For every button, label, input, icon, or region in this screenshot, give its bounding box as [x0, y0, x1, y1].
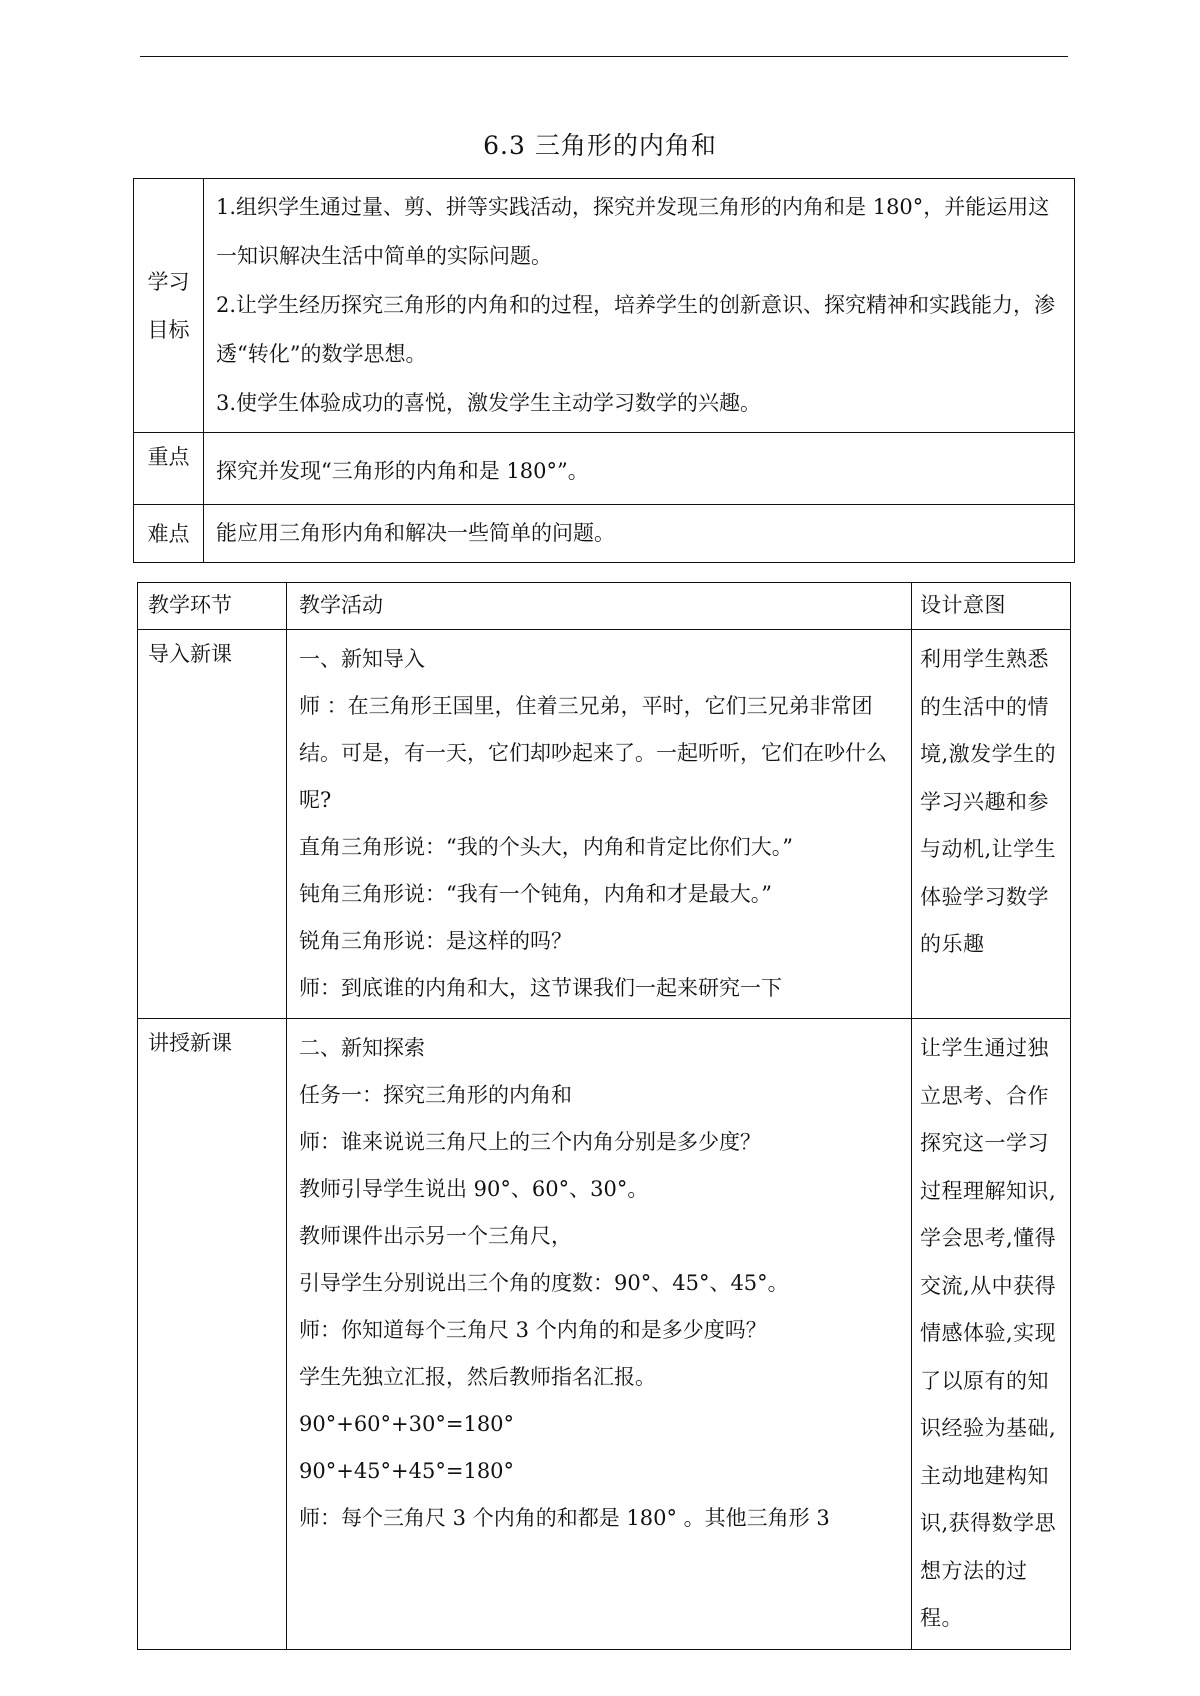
goal-item: 2.让学生经历探究三角形的内角和的过程，培养学生的创新意识、探究精神和实践能力，渗透“转化”的数学思想。	[216, 293, 1056, 366]
activities-cell	[287, 1019, 912, 1650]
header-rule	[140, 56, 1068, 57]
goals-row	[134, 179, 1075, 433]
lesson-row-intro	[138, 630, 1071, 1019]
page-title: 6.3 三角形的内角和	[483, 131, 717, 160]
difficulty-label: 难点	[134, 505, 204, 563]
formula-line: 90°+60°+30°=180°	[299, 1412, 515, 1436]
key-row	[134, 433, 1075, 505]
activity-line: 师：谁来说说三角尺上的三个内角分别是多少度？	[299, 1130, 761, 1154]
lesson-table	[137, 582, 1071, 1650]
activity-line: 师：每个三角尺 3 个内角的和都是 180° 。其他三角形 3	[299, 1506, 830, 1530]
key-point-text: 探究并发现“三角形的内角和是 180°”。	[216, 459, 589, 483]
intent-cell: 利用学生熟悉的生活中的情境,激发学生的学习兴趣和参与动机,让学生体验学习数学的乐趣	[912, 630, 1071, 1019]
activity-line: 教师引导学生说出 90°、60°、30°。	[299, 1177, 649, 1201]
activity-line: 二、新知探索	[299, 1036, 425, 1060]
difficulty-content	[204, 505, 1075, 563]
header-stage: 教学环节	[138, 583, 287, 630]
objectives-table	[133, 178, 1075, 563]
stage-cell: 讲授新课	[138, 1019, 287, 1650]
activity-line: 学生先独立汇报，然后教师指名汇报。	[299, 1365, 656, 1389]
activity-line: 钝角三角形说：“我有一个钝角，内角和才是最大。”	[299, 882, 772, 906]
formula-line: 90°+45°+45°=180°	[299, 1459, 515, 1483]
lesson-row-teaching	[138, 1019, 1071, 1650]
goals-label	[134, 179, 204, 433]
intent-cell: 让学生通过独立思考、合作探究这一学习过程理解知识,学会思考,懂得交流,从中获得情感体验,实现了以原有的知识经验为基础,主动地建构知识,获得数学思想方法的过程。	[912, 1019, 1071, 1650]
goal-item: 1.组织学生通过量、剪、拼等实践活动，探究并发现三角形的内角和是 180°，并能运用这一知识解决生活中简单的实际问题。	[216, 195, 1050, 268]
activity-line: 教师课件出示另一个三角尺，	[299, 1224, 572, 1248]
stage-cell: 导入新课	[138, 630, 287, 1019]
activity-line: 师 ：在三角形王国里，住着三兄弟，平时，它们三兄弟非常团结。可是，有一天，它们却吵起来了。一起听听，它们在吵什么呢?	[299, 694, 887, 812]
activities-cell	[287, 630, 912, 1019]
difficulty-row	[134, 505, 1075, 563]
activity-line: 师：到底谁的内角和大，这节课我们一起来研究一下	[299, 976, 782, 1000]
activity-line: 直角三角形说：“我的个头大，内角和肯定比你们大。”	[299, 835, 793, 859]
activity-line: 锐角三角形说：是这样的吗？	[299, 929, 572, 953]
key-label: 重点	[134, 433, 204, 505]
lesson-header-row	[138, 583, 1071, 630]
goals-content	[204, 179, 1075, 433]
header-intent: 设计意图	[912, 583, 1071, 630]
goal-item: 3.使学生体验成功的喜悦，激发学生主动学习数学的兴趣。	[216, 391, 762, 415]
activity-line: 引导学生分别说出三个角的度数：90°、45°、45°。	[299, 1271, 789, 1295]
goals-label-text: 学习目标	[147, 269, 190, 342]
header-activities: 教学活动	[287, 583, 912, 630]
activity-line: 一、新知导入	[299, 647, 425, 671]
activity-line: 师：你知道每个三角尺 3 个内角的和是多少度吗？	[299, 1318, 767, 1342]
difficulty-text: 能应用三角形内角和解决一些简单的问题。	[216, 521, 615, 545]
key-content	[204, 433, 1075, 505]
activity-line: 任务一：探究三角形的内角和	[299, 1083, 572, 1107]
